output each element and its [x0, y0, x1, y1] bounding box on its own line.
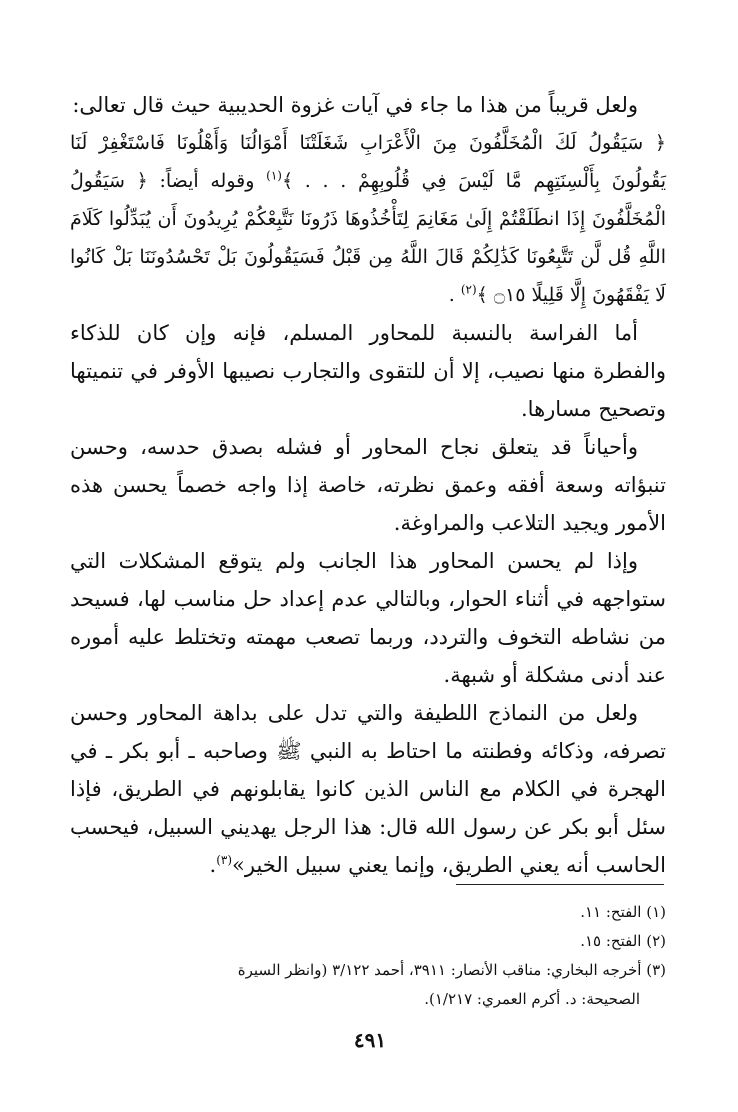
page-number: ٤٩١: [353, 1028, 387, 1052]
paragraph-1-intro: ولعل قريباً من هذا ما جاء في آيات غزوة الحديبية حيث قال تعالى:: [72, 93, 638, 117]
quran-verses: [70, 124, 666, 314]
paragraph-1: [70, 86, 666, 124]
footnote-3: (٣) أخرجه البخاري: مناقب الأنصار: ٣٩١١، أحمد ٣/١٢٢ (وانظر السيرة: [237, 961, 666, 979]
footnote-2: (٢) الفتح: ١٥.: [580, 932, 666, 950]
paragraph-1-connector: وقوله أيضاً:: [159, 170, 255, 192]
quran-verse-2: ﴿ سَيَقُولُ الْمُخَلَّفُونَ إِذَا انطَلَقْتُمْ إِلَىٰ مَغَانِمَ لِتَأْخُذُوهَا ذَرُونَا نَتَّبِعْكُمْ يُرِيدُونَ أَن يُبَدِّلُوا كَلَامَ اللَّهِ قُل لَّن تَتَّبِعُونَا كَذَٰلِكُمْ قَالَ اللَّهُ مِن قَبْلُ فَسَيَقُولُونَ بَلْ تَحْسُدُونَنَا بَلْ كَانُوا لَا يَفْقَهُونَ إِلَّا قَلِيلًا ۝١٥ ﴾: [70, 170, 666, 306]
footnote-ref-3[interactable]: (٣): [216, 853, 233, 867]
footnote-1: (١) الفتح: ١١.: [580, 903, 666, 921]
footnote-3-continued: الصحيحة: د. أكرم العمري: ١/٢١٧).: [424, 990, 640, 1008]
paragraph-1-end: .: [448, 284, 455, 306]
paragraph-4: وإذا لم يحسن المحاور هذا الجانب ولم يتوقع المشكلات التي ستواجهه في أثناء الحوار، وبالتالي عدم إعداد حل مناسب لها، فسيحد من نشاطه التخوف والتردد، وربما تصعب مهمته وتختلط عليه أموره عند أدنى مشكلة أو شبهة.: [70, 549, 666, 687]
page-body: [70, 86, 666, 884]
paragraph-3: وأحياناً قد يتعلق نجاح المحاور أو فشله بصدق حدسه، وحسن تنبؤاته وسعة أفقه وعمق نظرته، خاصة إذا واجه خصماً يحسن هذه الأمور ويجيد التلاعب والمراوغة.: [70, 435, 666, 535]
quran-verse-1: ﴿ سَيَقُولُ لَكَ الْمُخَلَّفُونَ مِنَ الْأَعْرَابِ شَغَلَتْنَا أَمْوَالُنَا وَأَهْلُونَا فَاسْتَغْفِرْ لَنَا يَقُولُونَ بِأَلْسِنَتِهِم مَّا لَيْسَ فِي قُلُوبِهِمْ . . . ﴾: [70, 132, 667, 192]
paragraph-2: أما الفراسة بالنسبة للمحاور المسلم، فإنه وإن كان للذكاء والفطرة منها نصيب، إلا أن للتقوى والتجارب نصيبها الأوفر في تنميتها وتصحيح مسارها.: [70, 321, 666, 421]
footnote-divider: [456, 884, 664, 885]
paragraph-5: [70, 694, 666, 884]
footnote-ref-1[interactable]: (١): [266, 168, 282, 183]
footnote-ref-2[interactable]: (٢): [460, 282, 477, 297]
paragraph-5-end: .: [209, 853, 217, 877]
paragraph-5-text: ولعل من النماذج اللطيفة والتي تدل على بداهة المحاور وحسن تصرفه، وذكائه وفطنته ما احتاط به النبي ﷺ وصاحبه ـ أبو بكر ـ في الهجرة في الكلام مع الناس الذين كانوا يقابلونهم في الطريق، فإذا سئل أبو بكر عن رسول الله قال: هذا الرجل يهديني السبيل، فيحسب الحاسب أنه يعني الطريق، وإنما يعني سبيل الخير»: [70, 701, 666, 877]
footnotes: [104, 898, 666, 1014]
